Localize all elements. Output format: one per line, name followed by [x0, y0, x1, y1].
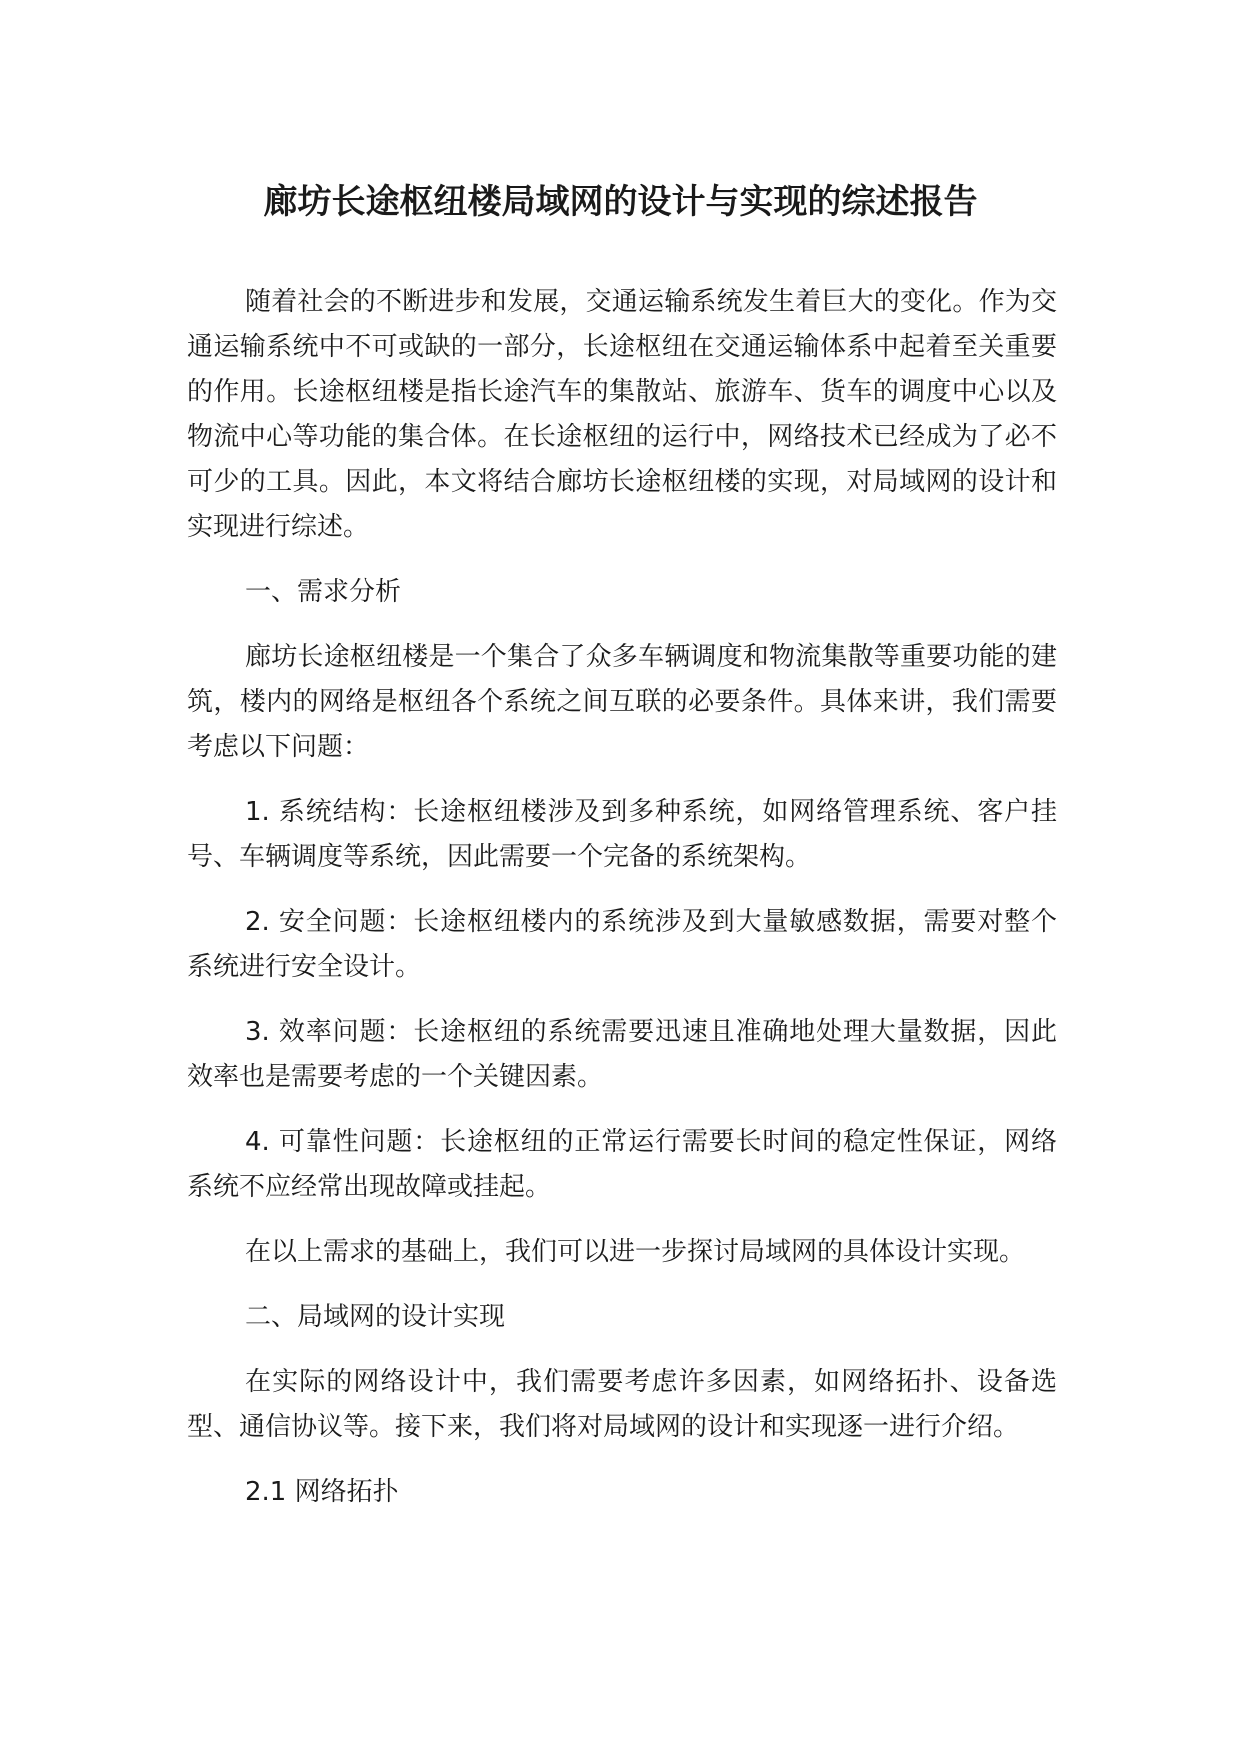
list-item-security: 2. 安全问题：长途枢纽楼内的系统涉及到大量敏感数据，需要对整个系统进行安全设计。 [187, 907, 1057, 982]
section-heading-lan-design: 二、局域网的设计实现 [245, 1302, 506, 1332]
document-body [187, 280, 1057, 1515]
lan-design-paragraph: 在实际的网络设计中，我们需要考虑许多因素，如网络拓扑、设备选型、通信协议等。接下来，我们将对局域网的设计和实现逐一进行介绍。 [187, 1367, 1057, 1442]
list-item-efficiency: 3. 效率问题：长途枢纽的系统需要迅速且准确地处理大量数据，因此效率也是需要考虑的一个关键因素。 [187, 1017, 1057, 1092]
section-heading-requirements: 一、需求分析 [245, 577, 402, 607]
subsection-heading-topology: 2.1 网络拓扑 [245, 1477, 399, 1507]
document-title: 廊坊长途枢纽楼局域网的设计与实现的综述报告 [263, 182, 978, 222]
intro-paragraph: 随着社会的不断进步和发展，交通运输系统发生着巨大的变化。作为交通运输系统中不可或缺的一部分，长途枢纽在交通运输体系中起着至关重要的作用。长途枢纽楼是指长途汽车的集散站、旅游车、货车的调度中心以及物流中心等功能的集合体。在长途枢纽的运行中，网络技术已经成为了必不可少的工具。因此，本文将结合廊坊长途枢纽楼的实现，对局域网的设计和实现进行综述。 [187, 287, 1057, 542]
list-item-reliability: 4. 可靠性问题：长途枢纽的正常运行需要长时间的稳定性保证，网络系统不应经常出现故障或挂起。 [187, 1127, 1057, 1202]
transition-paragraph: 在以上需求的基础上，我们可以进一步探讨局域网的具体设计实现。 [245, 1237, 1026, 1267]
requirements-paragraph: 廊坊长途枢纽楼是一个集合了众多车辆调度和物流集散等重要功能的建筑，楼内的网络是枢纽各个系统之间互联的必要条件。具体来讲，我们需要考虑以下问题： [187, 642, 1057, 762]
list-item-system-structure: 1. 系统结构：长途枢纽楼涉及到多种系统，如网络管理系统、客户挂号、车辆调度等系统，因此需要一个完备的系统架构。 [187, 797, 1057, 872]
